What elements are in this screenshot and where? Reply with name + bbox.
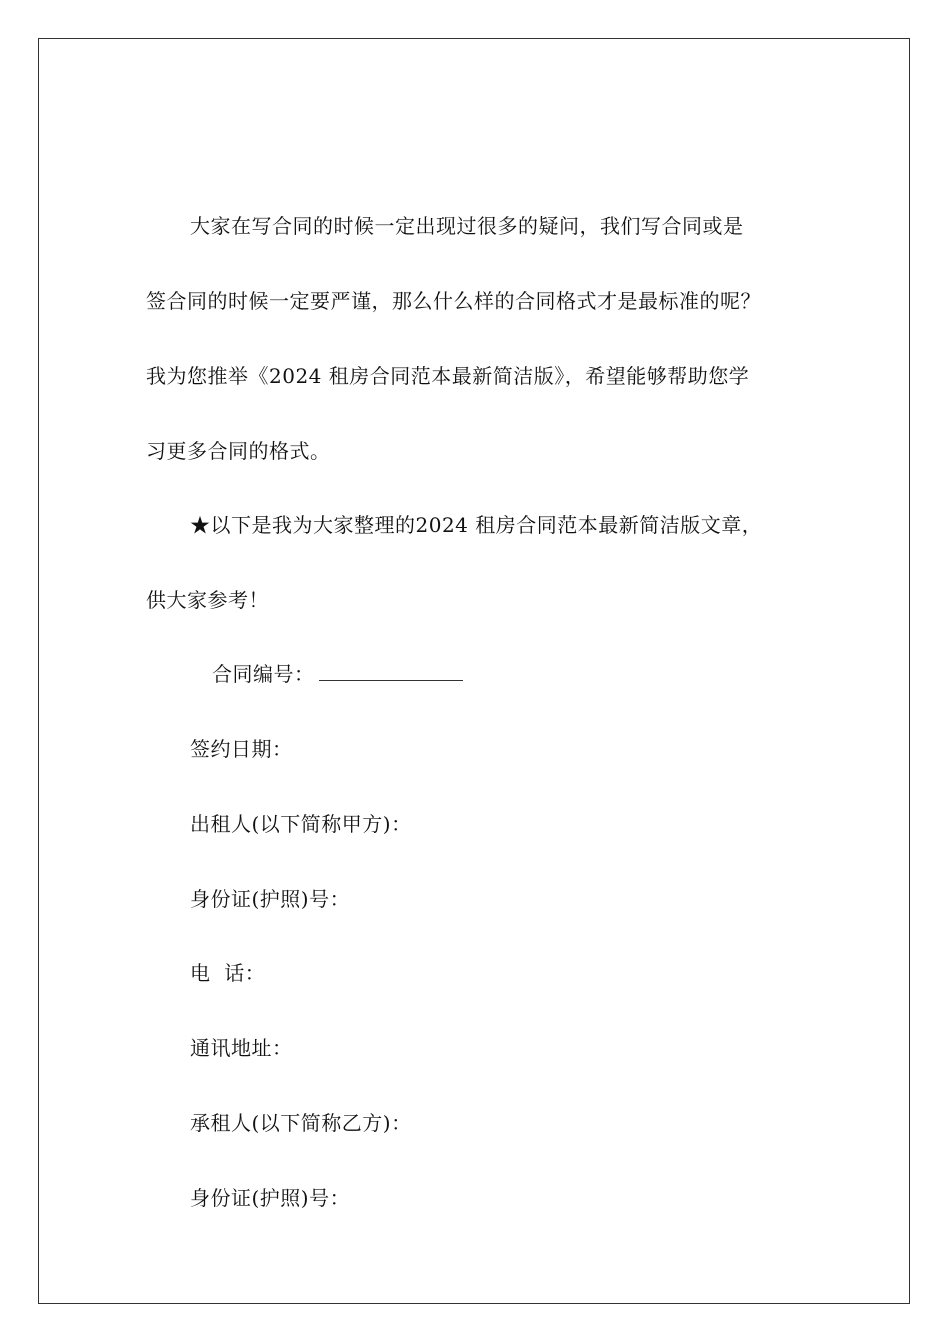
phone-label: 电 话：	[190, 961, 266, 985]
intro-line-1: 大家在写合同的时候一定出现过很多的疑问，我们写合同或是	[190, 214, 744, 238]
intro-line-4: 习更多合同的格式。	[146, 439, 331, 463]
intro-line-2: 签合同的时候一定要严谨，那么什么样的合同格式才是最标准的呢？	[146, 289, 761, 313]
contract-number-row	[212, 660, 463, 688]
lessee-id-label: 身份证(护照)号：	[190, 1186, 351, 1210]
notice-line-2: 供大家参考！	[146, 588, 269, 612]
lessee-label: 承租人(以下简称乙方)：	[190, 1111, 412, 1135]
intro-line-3: 我为您推举《2024 租房合同范本最新简洁版》，希望能够帮助您学	[146, 364, 750, 388]
contract-number-label: 合同编号：	[212, 662, 315, 686]
lessor-label: 出租人(以下简称甲方)：	[190, 812, 412, 836]
lessor-id-label: 身份证(护照)号：	[190, 887, 351, 911]
address-label: 通讯地址：	[190, 1036, 293, 1060]
notice-line-1: ★以下是我为大家整理的2024 租房合同范本最新简洁版文章，	[190, 513, 763, 537]
contract-number-blank	[319, 660, 463, 681]
sign-date-label: 签约日期：	[190, 737, 293, 761]
